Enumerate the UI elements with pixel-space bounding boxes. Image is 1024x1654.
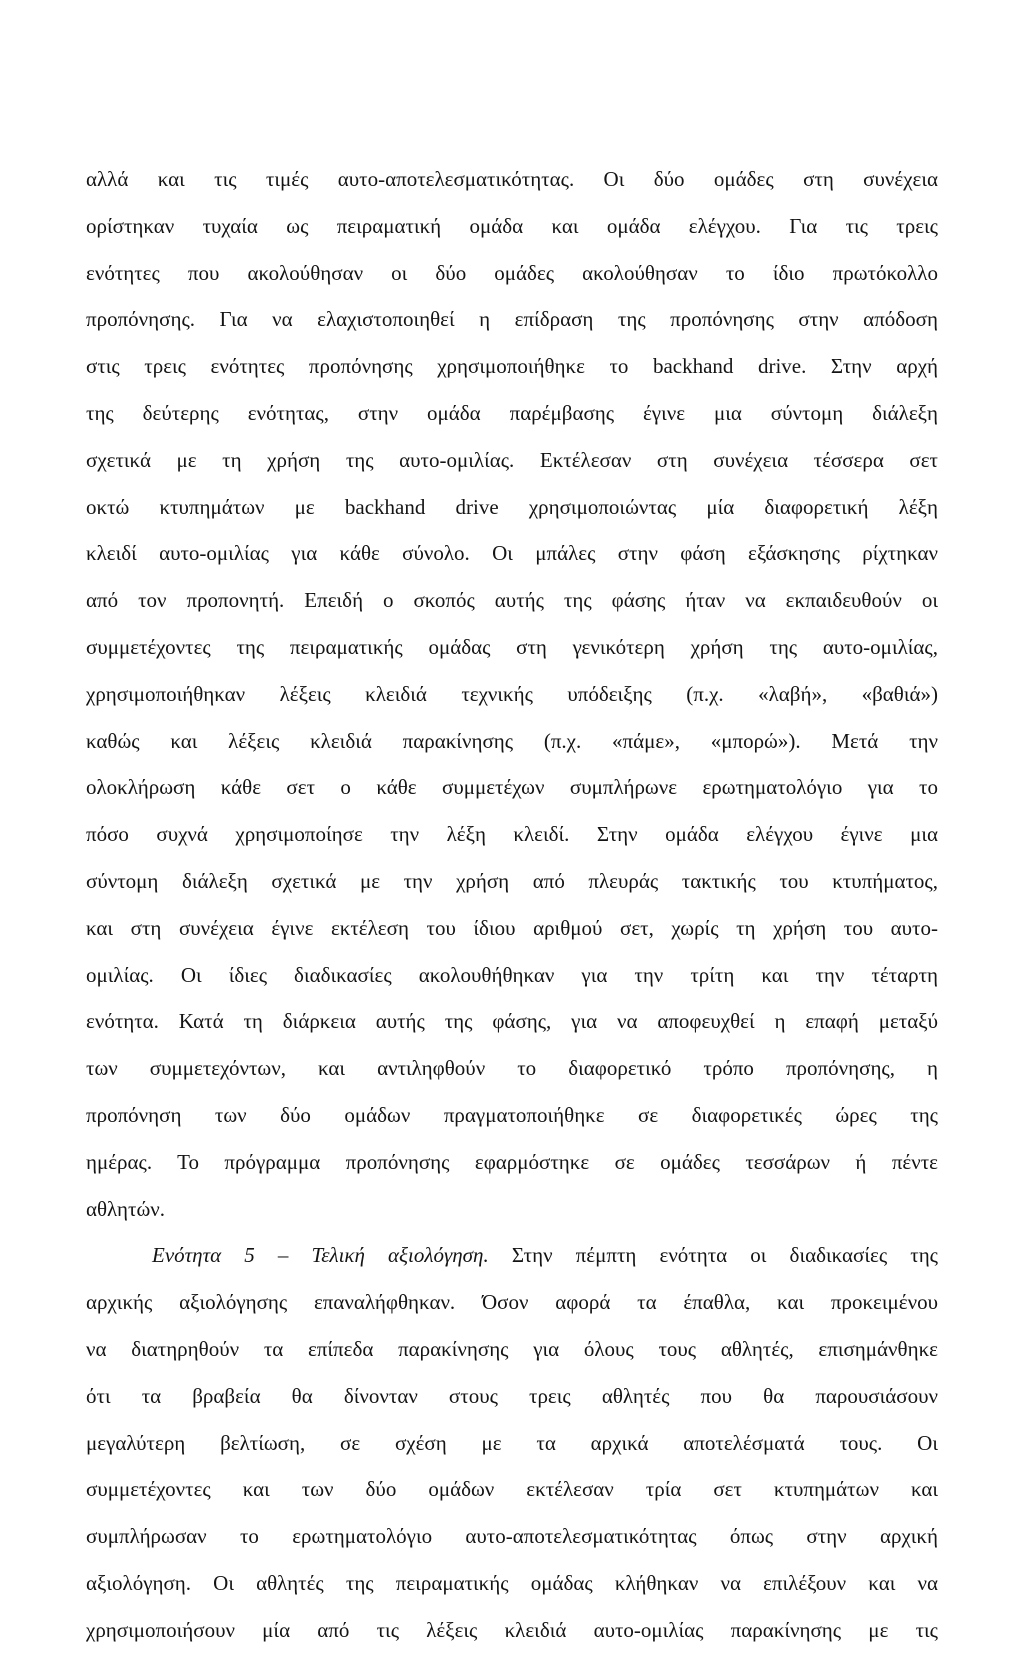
text-line: ημέρας. Το πρόγραμμα προπόνησης εφαρμόστηκε σε ομάδες τεσσάρων ή πέντε [86, 1149, 938, 1174]
text-line: ενότητες που ακολούθησαν οι δύο ομάδες ακολούθησαν το ίδιο πρωτόκολλο [86, 260, 938, 285]
text-line: αθλητών. [86, 1196, 166, 1221]
text-line: από τον προπονητή. Επειδή ο σκοπός αυτής της φάσης ήταν να εκπαιδευθούν οι [86, 588, 938, 613]
text-line: καθώς και λέξεις κλειδιά παρακίνησης (π.χ. «πάμε», «μπορώ»). Μετά την [86, 728, 938, 753]
text-line: στις τρεις ενότητες προπόνησης χρησιμοποιήθηκε το backhand drive. Στην αρχή [86, 354, 938, 379]
body-text [86, 156, 938, 1654]
text-line: συμμετέχοντες και των δύο ομάδων εκτέλεσαν τρία σετ κτυπημάτων και [86, 1477, 938, 1502]
section-heading: Ενότητα 5 – Τελική αξιολόγηση. [152, 1243, 489, 1268]
text-line: αρχικής αξιολόγησης επαναλήφθηκαν. Όσον αφορά τα έπαθλα, και προκειμένου [86, 1290, 938, 1315]
text-line: χρησιμοποιήθηκαν λέξεις κλειδιά τεχνικής υπόδειξης (π.χ. «λαβή», «βαθιά») [86, 681, 938, 706]
heading-line-text: Στην πέμπτη ενότητα οι διαδικασίες της [488, 1243, 938, 1268]
text-line: συμμετέχοντες της πειραματικής ομάδας στη γενικότερη χρήση της αυτο-ομιλίας, [86, 634, 938, 659]
text-line: οκτώ κτυπημάτων με backhand drive χρησιμοποιώντας μία διαφορετική λέξη [86, 494, 938, 519]
text-line: ότι τα βραβεία θα δίνονταν στους τρεις αθλητές που θα παρουσιάσουν [86, 1383, 938, 1408]
text-line: ενότητα. Κατά τη διάρκεια αυτής της φάσης, για να αποφευχθεί η επαφή μεταξύ [86, 1009, 938, 1034]
text-line: αξιολόγηση. Οι αθλητές της πειραματικής ομάδας κλήθηκαν να επιλέξουν και να [86, 1570, 938, 1595]
text-line: και στη συνέχεια έγινε εκτέλεση του ίδιου αριθμού σετ, χωρίς τη χρήση του αυτο- [86, 915, 938, 940]
paragraph-2 [86, 1232, 938, 1653]
text-line: ορίστηκαν τυχαία ως πειραματική ομάδα και ομάδα ελέγχου. Για τις τρεις [86, 213, 938, 238]
text-line: κλειδί αυτο-ομιλίας για κάθε σύνολο. Οι μπάλες στην φάση εξάσκησης ρίχτηκαν [86, 541, 938, 566]
text-line: ομιλίας. Οι ίδιες διαδικασίες ακολουθήθηκαν για την τρίτη και την τέταρτη [86, 962, 938, 987]
text-line: χρησιμοποιήσουν μία από τις λέξεις κλειδιά αυτο-ομιλίας παρακίνησης με τις [86, 1617, 938, 1642]
text-line: προπόνηση των δύο ομάδων πραγματοποιήθηκε σε διαφορετικές ώρες της [86, 1102, 938, 1127]
text-line: μεγαλύτερη βελτίωση, σε σχέση με τα αρχικά αποτελέσματά τους. Οι [86, 1430, 938, 1455]
text-line: προπόνησης. Για να ελαχιστοποιηθεί η επίδραση της προπόνησης στην απόδοση [86, 307, 938, 332]
text-line: σύντομη διάλεξη σχετικά με την χρήση από πλευράς τακτικής του κτυπήματος, [86, 868, 938, 893]
text-line: σχετικά με τη χρήση της αυτο-ομιλίας. Εκτέλεσαν στη συνέχεια τέσσερα σετ [86, 447, 938, 472]
text-line: να διατηρηθούν τα επίπεδα παρακίνησης για όλους τους αθλητές, επισημάνθηκε [86, 1336, 938, 1361]
text-line: ολοκλήρωση κάθε σετ ο κάθε συμμετέχων συμπλήρωνε ερωτηματολόγιο για το [86, 775, 938, 800]
text-line: συμπλήρωσαν το ερωτηματολόγιο αυτο-αποτελεσματικότητας όπως στην αρχική [86, 1524, 938, 1549]
text-line: των συμμετεχόντων, και αντιληφθούν το διαφορετικό τρόπο προπόνησης, η [86, 1056, 938, 1081]
text-line: της δεύτερης ενότητας, στην ομάδα παρέμβασης έγινε μια σύντομη διάλεξη [86, 400, 938, 425]
text-line: πόσο συχνά χρησιμοποίησε την λέξη κλειδί. Στην ομάδα ελέγχου έγινε μια [86, 822, 938, 847]
text-line: αλλά και τις τιμές αυτο-αποτελεσματικότητας. Οι δύο ομάδες στη συνέχεια [86, 167, 938, 191]
paragraph-1 [86, 156, 938, 1232]
section-heading-line [86, 1232, 938, 1279]
